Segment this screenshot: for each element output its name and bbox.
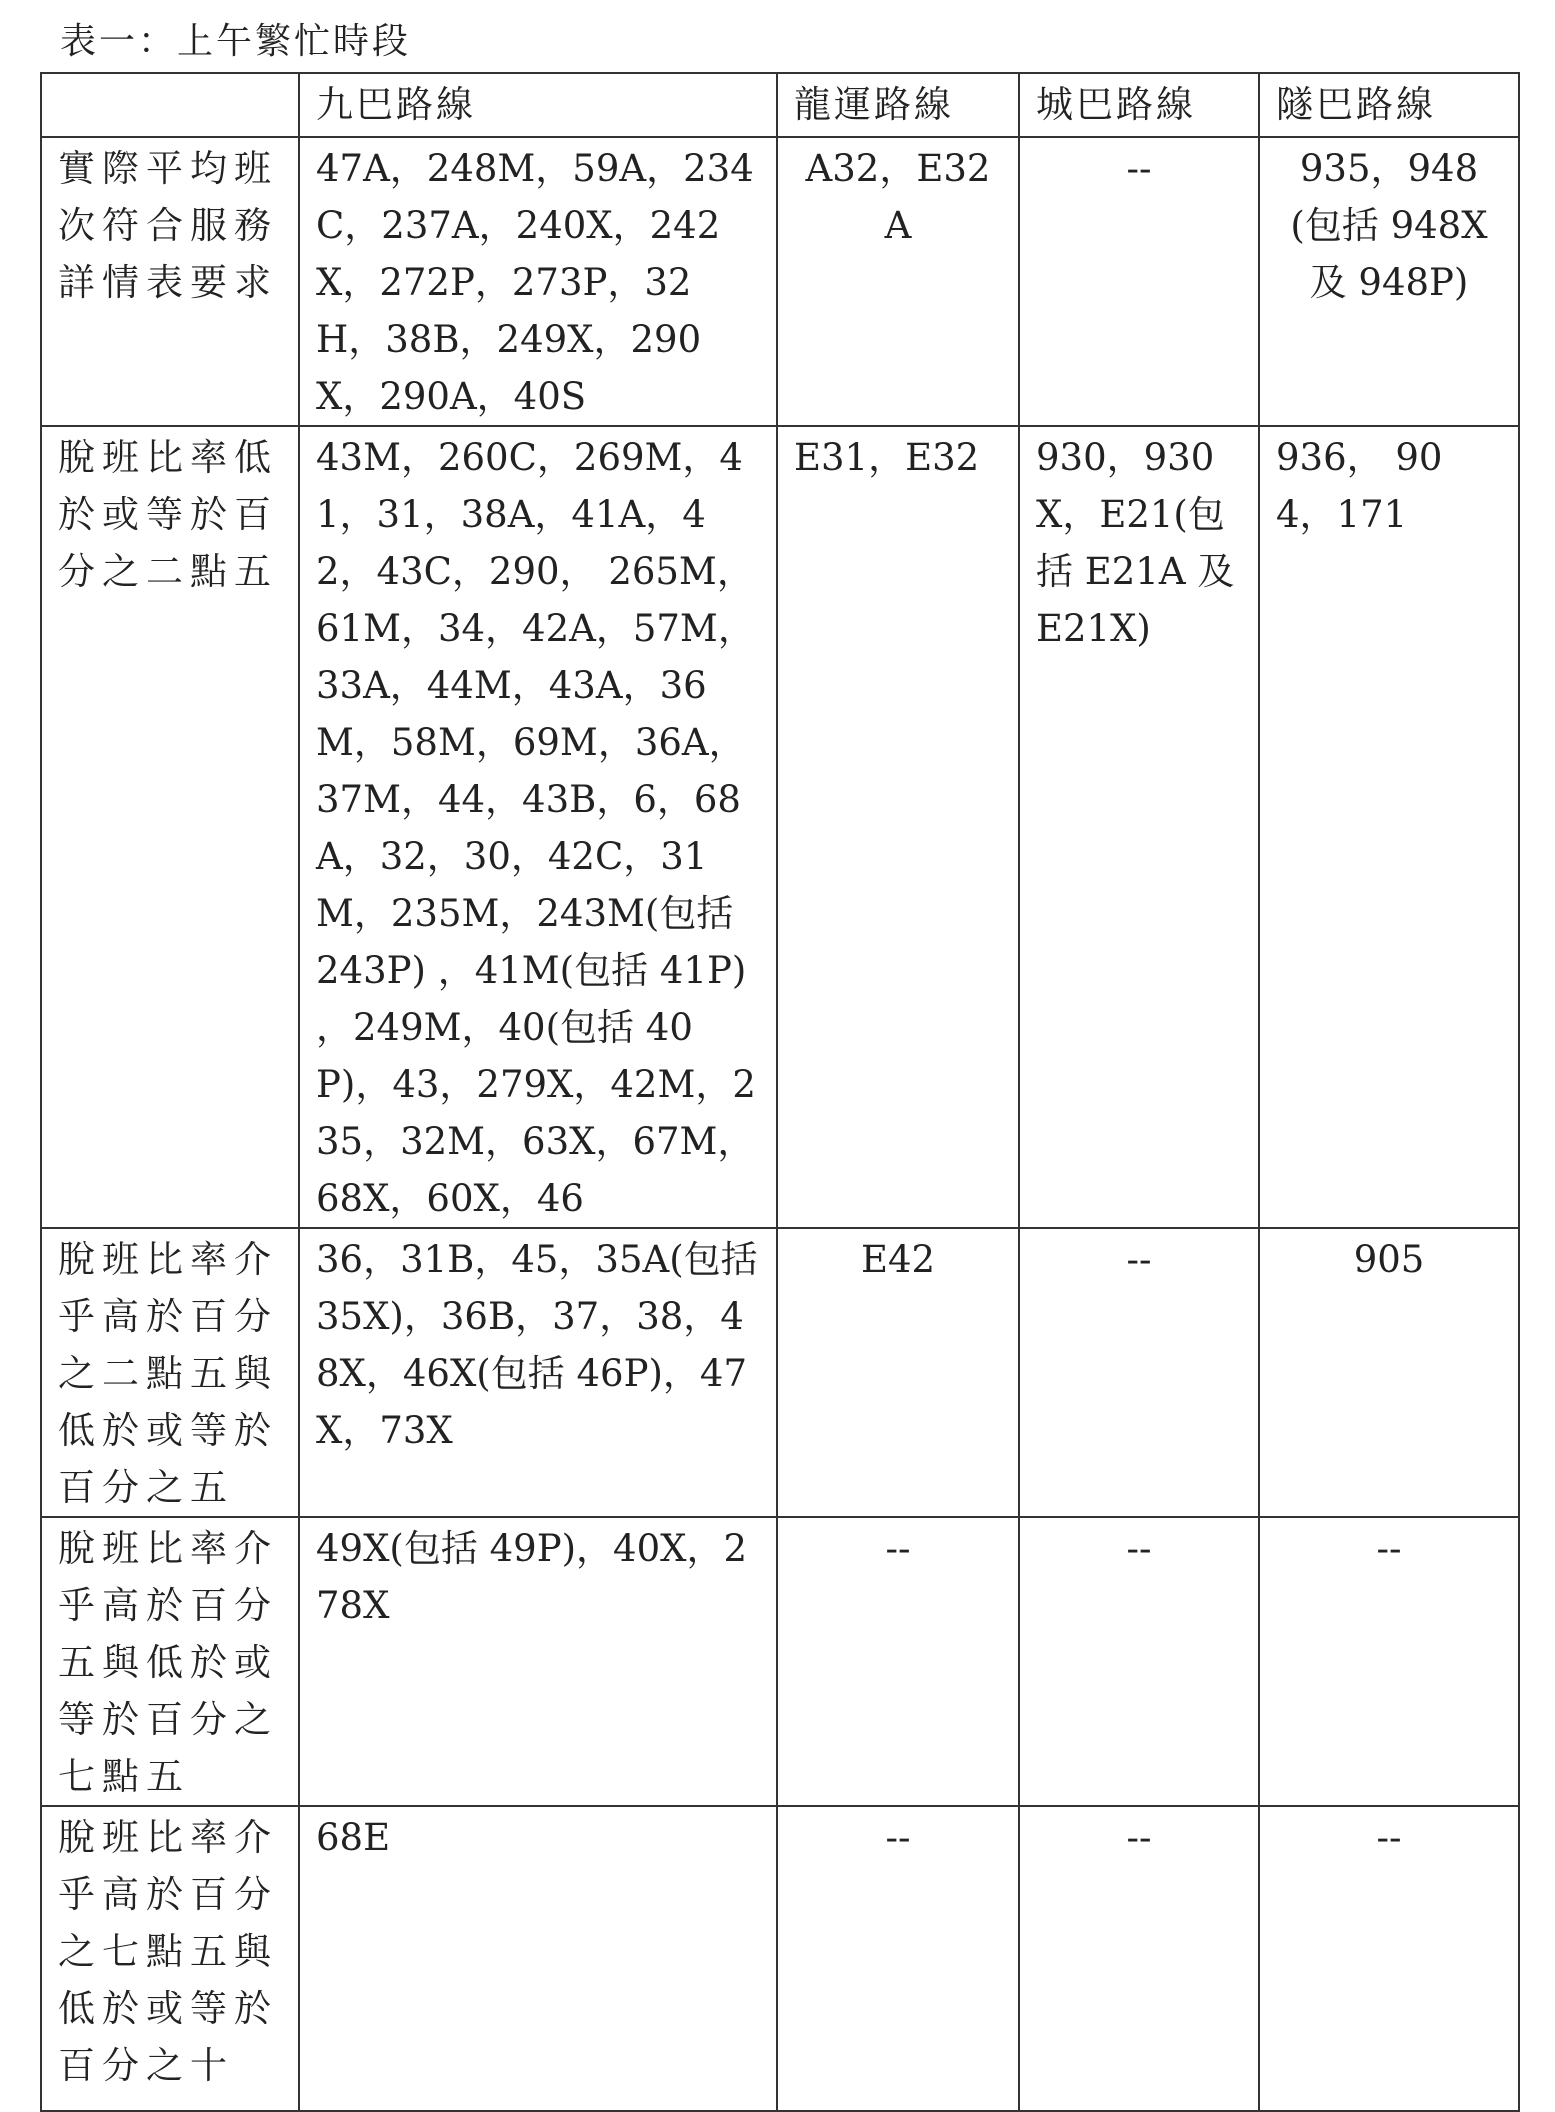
table-row bbox=[41, 1517, 1519, 1806]
row-category: 脫班比率低於或等於百分之二點五 bbox=[41, 426, 299, 1228]
row-category: 實際平均班次符合服務詳情表要求 bbox=[41, 137, 299, 426]
table-row bbox=[41, 1228, 1519, 1517]
longwin-routes-cell: A32，E32A bbox=[777, 137, 1019, 426]
header-tunnel-routes: 隧巴路線 bbox=[1259, 73, 1519, 137]
tunnel-routes-cell: 905 bbox=[1259, 1228, 1519, 1517]
tunnel-routes-cell: 935，948(包括 948X 及 948P) bbox=[1259, 137, 1519, 426]
table-row bbox=[41, 426, 1519, 1228]
kmb-routes-cell: 43M，260C，269M，41，31，38A，41A，42，43C，290， 265M，61M，34，42A，57M，33A，44M，43A，36M，58M，69M，36A，37M，44，43B，6，68A，32，30，42C，31M，235M，243M(包括 243P) ，41M(包括 41P) ，249M，40(包括 40P)，43，279X，42M，235，32M，63X，67M，68X，60X，46 bbox=[299, 426, 777, 1228]
longwin-routes-cell: E42 bbox=[777, 1228, 1019, 1517]
kmb-routes-cell: 36，31B，45，35A(包括 35X)，36B，37，38，48X，46X(包括 46P)，47X，73X bbox=[299, 1228, 777, 1517]
citybus-routes-cell: -- bbox=[1019, 1517, 1259, 1806]
kmb-routes-cell: 47A，248M，59A，234C，237A，240X，242X，272P，273P，32H，38B，249X，290X，290A，40S bbox=[299, 137, 777, 426]
tunnel-routes-cell: 936， 904，171 bbox=[1259, 426, 1519, 1228]
route-performance-table bbox=[40, 72, 1520, 2112]
row-category: 脫班比率介乎高於百分五與低於或等於百分之七點五 bbox=[41, 1517, 299, 1806]
longwin-routes-cell: -- bbox=[777, 1806, 1019, 2111]
citybus-routes-cell: -- bbox=[1019, 137, 1259, 426]
kmb-routes-cell: 68E bbox=[299, 1806, 777, 2111]
header-row bbox=[41, 73, 1519, 137]
kmb-routes-cell: 49X(包括 49P)，40X，278X bbox=[299, 1517, 777, 1806]
table-row bbox=[41, 1806, 1519, 2111]
header-longwin-routes: 龍運路線 bbox=[777, 73, 1019, 137]
longwin-routes-cell: E31，E32 bbox=[777, 426, 1019, 1228]
citybus-routes-cell: -- bbox=[1019, 1806, 1259, 2111]
tunnel-routes-cell: -- bbox=[1259, 1806, 1519, 2111]
citybus-routes-cell: -- bbox=[1019, 1228, 1259, 1517]
row-category: 脫班比率介乎高於百分之七點五與低於或等於百分之十 bbox=[41, 1806, 299, 2111]
header-blank bbox=[41, 73, 299, 137]
table-caption: 表一：上午繁忙時段 bbox=[60, 21, 412, 62]
longwin-routes-cell: -- bbox=[777, 1517, 1019, 1806]
header-kmb-routes: 九巴路線 bbox=[299, 73, 777, 137]
row-category: 脫班比率介乎高於百分之二點五與低於或等於百分之五 bbox=[41, 1228, 299, 1517]
tunnel-routes-cell: -- bbox=[1259, 1517, 1519, 1806]
header-citybus-routes: 城巴路線 bbox=[1019, 73, 1259, 137]
citybus-routes-cell: 930，930X，E21(包括 E21A 及 E21X) bbox=[1019, 426, 1259, 1228]
table-row bbox=[41, 137, 1519, 426]
